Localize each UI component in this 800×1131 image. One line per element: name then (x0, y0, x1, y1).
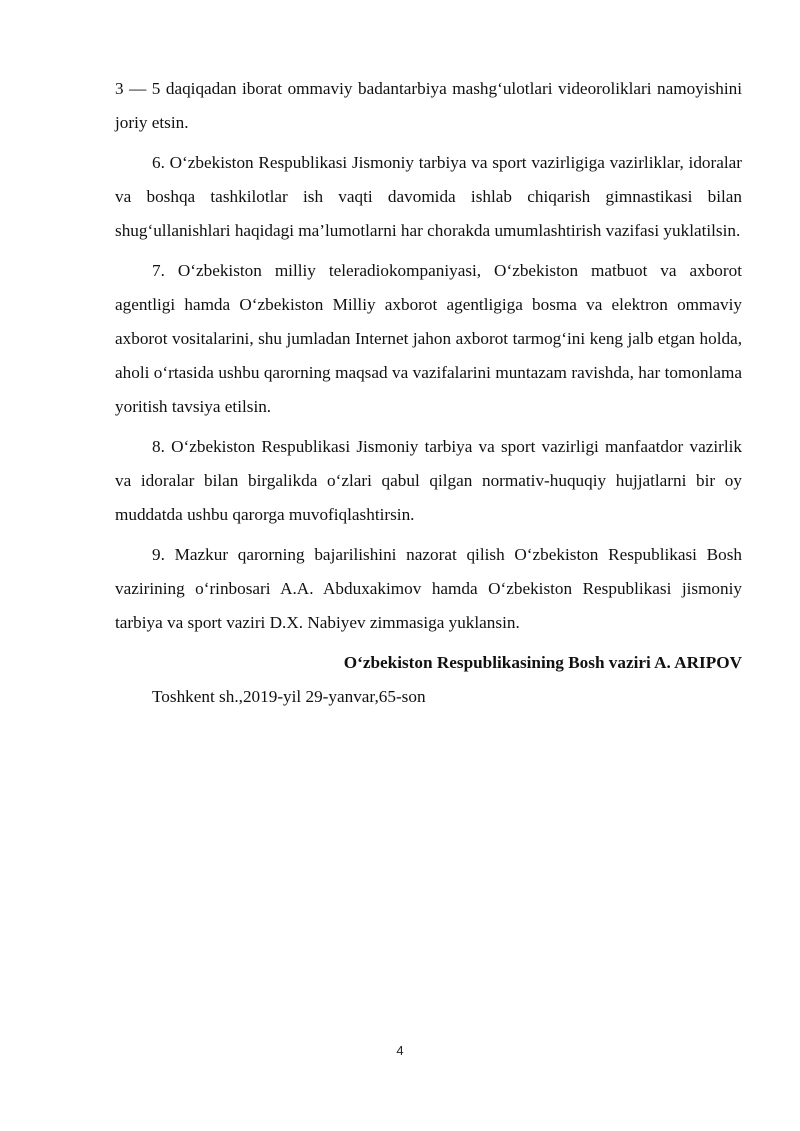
page-number: 4 (396, 1043, 404, 1058)
paragraph-item-7: 7. O‘zbekiston milliy teleradiokompaniyasi, O‘zbekiston matbuot va axborot agentligi hamda O‘zbekiston Milliy axborot agentligiga bosma va elektron ommaviy axborot vositalarini, shu jumladan Internet jahon axborot tarmog‘ini keng jalb etgan holda, aholi o‘rtasida ushbu qarorning maqsad va vazifalarini muntazam ravishda, har tomonlama yoritish tavsiya etilsin. (115, 261, 742, 416)
paragraph-item-9: 9. Mazkur qarorning bajarilishini nazorat qilish O‘zbekiston Respublikasi Bosh vazirining o‘rinbosari A.A. Abduxakimov hamda O‘zbekiston Respublikasi jismoniy tarbiya va sport vaziri D.X. Nabiyev zimmasiga yuklansin. (115, 545, 742, 632)
document-body (115, 72, 742, 714)
place-date-line: Toshkent sh.,2019-yil 29-yanvar,65-son (152, 687, 426, 706)
paragraph-continuation: 3 — 5 daqiqadan iborat ommaviy badantarbiya mashg‘ulotlari videoroliklari namoyishini joriy etsin. (115, 79, 742, 132)
signature-line: O‘zbekiston Respublikasining Bosh vaziri A. ARIPOV (343, 653, 742, 672)
paragraph-item-8: 8. O‘zbekiston Respublikasi Jismoniy tarbiya va sport vazirligi manfaatdor vazirlik va idoralar bilan birgalikda o‘zlari qabul qilgan normativ-huquqiy hujjatlarni bir oy muddatda ushbu qarorga muvofiqlashtirsin. (115, 437, 742, 524)
paragraph-item-6: 6. O‘zbekiston Respublikasi Jismoniy tarbiya va sport vazirligiga vazirliklar, idoralar va boshqa tashkilotlar ish vaqti davomida ishlab chiqarish gimnastikasi bilan shug‘ullanishlari haqidagi ma’lumotlarni har chorakda umumlashtirish vazifasi yuklatilsin. (115, 153, 742, 240)
